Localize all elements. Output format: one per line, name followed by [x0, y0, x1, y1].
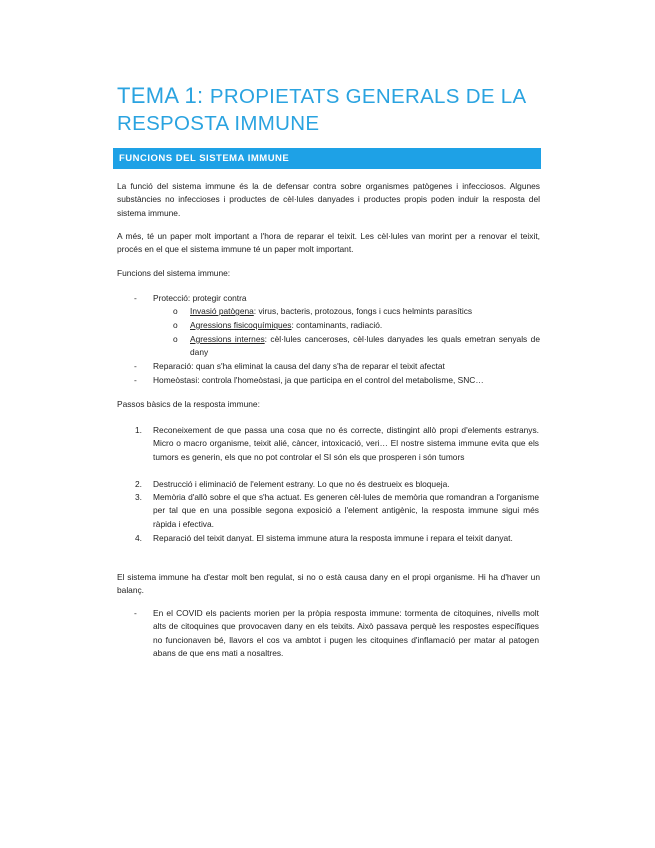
bullet-dash: -: [134, 608, 137, 618]
steps-heading: Passos bàsics de la resposta immune:: [117, 399, 260, 409]
title-prefix: TEMA 1:: [117, 83, 210, 108]
paragraph-function: La funció del sistema immune és la de defensar contra sobre organismes patògenes i infecciosos. Algunes substàncies no infeccioses i productes de cèl·lules danyades i productes propis poden induir la resposta del sistema immune.: [117, 181, 540, 218]
step-memory: Memòria d'allò sobre el que s'ha actuat. Es generen cèl·lules de memòria que romandran a l'organisme per tal que en una possible segona exposició a l'element antigènic, la resposta immune sigui més ràpida i efectiva.: [153, 492, 539, 529]
functions-heading: Funcions del sistema immune:: [117, 268, 231, 278]
section-header: FUNCIONS DEL SISTEMA IMMUNE: [113, 148, 541, 169]
bullet-circle: o: [173, 306, 178, 316]
function-protection: Protecció: protegir contra: [153, 293, 247, 303]
step-recognition: Reconeixement de que passa una cosa que no és correcte, distingint allò propi d'elements estranys. Micro o macro organisme, teixit alié, càncer, intoxicació, veri… El nostre sistema immune evita que els tumors es generin, els que no pot controlar el SI són els que prosperen i són tumors: [153, 425, 539, 462]
function-homeostasis: Homeòstasi: controla l'homeòstasi, ja que participa en el control del metabolisme, SNC…: [153, 375, 484, 385]
step-number: 3.: [135, 492, 142, 502]
sub-term: Agressions fisicoquímiques: [190, 320, 292, 330]
function-repair: Reparació: quan s'ha eliminat la causa del dany s'ha de reparar el teixit afectat: [153, 361, 445, 371]
sub-text: : virus, bacteris, protozous, fongs i cucs helmints parasítics: [253, 306, 473, 316]
sub-term: Agressions internes: [190, 334, 265, 344]
function-sub-pathogen: [190, 305, 540, 318]
step-number: 1.: [135, 425, 142, 435]
bullet-dash: -: [134, 293, 137, 303]
covid-note: En el COVID els pacients morien per la pròpia resposta immune: tormenta de citoquines, nivells molt alts de citoquines que provocaven dany en els teixits. Això passava perquè les respostes específiques no funcionaven bé, llavors el cos va ambtot i pugen les citoquines d'inflamació per matar al patogen abans de que ens mati a nosaltres.: [153, 608, 539, 659]
function-sub-internal: [190, 333, 540, 360]
bullet-circle: o: [173, 334, 178, 344]
paragraph-regulation: El sistema immune ha d'estar molt ben regulat, si no o està causa dany en el propi organisme. Hi ha d'haver un balanç.: [117, 572, 540, 596]
paragraph-repair: A més, té un paper molt important a l'hora de reparar el teixit. Les cèl·lules van morint per a renovar el teixit, procés en el que el sistema immune té un paper molt important.: [117, 231, 540, 255]
step-repair: Reparació del teixit danyat. El sistema immune atura la resposta immune i repara el teixit danyat.: [153, 533, 513, 543]
bullet-circle: o: [173, 320, 178, 330]
bullet-dash: -: [134, 375, 137, 385]
title-text: PROPIETATS GENERALS DE LA RESPOSTA IMMUNE: [117, 85, 526, 135]
page-title: [117, 82, 557, 137]
function-sub-physicochemical: [190, 319, 540, 332]
step-number: 4.: [135, 533, 142, 543]
sub-text: : contaminants, radiació.: [291, 320, 383, 330]
sub-text: : cèl·lules canceroses, cèl·lules danyades les quals emetran senyals de dany: [190, 334, 540, 358]
sub-term: Invasió patògena: [190, 306, 254, 316]
step-number: 2.: [135, 479, 142, 489]
step-destruction: Destrucció i eliminació de l'element estrany. Lo que no és destrueix es bloqueja.: [153, 479, 450, 489]
bullet-dash: -: [134, 361, 137, 371]
